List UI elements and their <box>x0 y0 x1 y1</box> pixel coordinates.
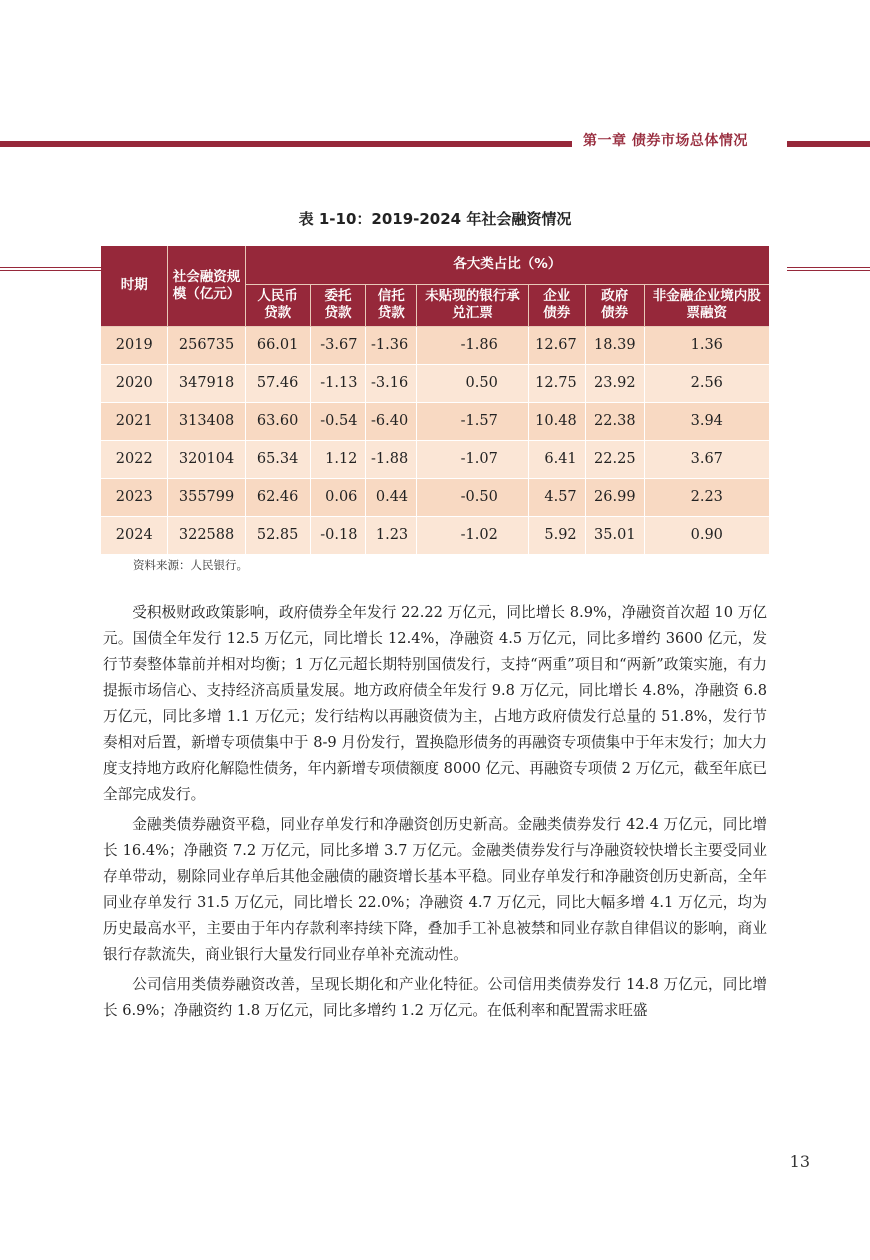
subheader-4 <box>528 284 585 326</box>
table-cell: -3.67 <box>310 326 366 364</box>
table-row <box>101 516 769 554</box>
table-cell: 57.46 <box>245 364 310 402</box>
social-financing-table <box>101 246 769 555</box>
table-cell: 63.60 <box>245 402 310 440</box>
table-cell: -6.40 <box>366 402 417 440</box>
group-header <box>245 246 769 284</box>
table-cell: 35.01 <box>585 516 644 554</box>
table-cell: -1.57 <box>417 402 529 440</box>
table-cell: -1.88 <box>366 440 417 478</box>
table-cell: 0.06 <box>310 478 366 516</box>
subheader-label: 委托贷款 <box>324 288 352 321</box>
col-period-header <box>101 246 168 326</box>
table-cell: -0.54 <box>310 402 366 440</box>
body-text <box>103 600 767 1028</box>
table-cell: -1.07 <box>417 440 529 478</box>
page-number: 13 <box>789 1152 810 1171</box>
table-cell: 5.92 <box>528 516 585 554</box>
table-cell: -0.50 <box>417 478 529 516</box>
subheader-0 <box>245 284 310 326</box>
header-band-right <box>787 133 870 148</box>
table-source-note: 资料来源：人民银行。 <box>133 558 248 572</box>
paragraph-corporate-bonds: 公司信用类债券融资改善，呈现长期化和产业化特征。公司信用类债券发行 14.8 万亿元，同比增长 6.9%；净融资约 1.8 万亿元，同比多增约 1.2 万亿元。在低利率和配置需求旺盛 <box>103 976 767 1019</box>
table-cell: -1.36 <box>366 326 417 364</box>
table-cell-year: 2024 <box>101 516 168 554</box>
col-scale-label: 社会融资规模（亿元） <box>172 268 241 302</box>
table-cell: 3.67 <box>644 440 769 478</box>
table-cell: 2.56 <box>644 364 769 402</box>
table-cell: 18.39 <box>585 326 644 364</box>
table-body <box>101 326 769 554</box>
table-cell: 0.50 <box>417 364 529 402</box>
table-row <box>101 478 769 516</box>
table-cell: 62.46 <box>245 478 310 516</box>
table-cell: 1.36 <box>644 326 769 364</box>
table-cell: -0.18 <box>310 516 366 554</box>
paragraph-financial-bonds: 金融类债券融资平稳，同业存单发行和净融资创历史新高。金融类债券发行 42.4 万亿元，同比增长 16.4%；净融资 7.2 万亿元，同比多增 3.7 万亿元。金融类债券发行与净融资较快增长主要受同业存单带动，剔除同业存单后其他金融债的融资增长基本平稳。同业存单发行和净融资创历史新高，全年同业存单发行 31.5 万亿元，同比增长 22.0%；净融资 4.7 万亿元，同比大幅多增 4.1 万亿元，均为历史最高水平，主要由于年内存款利率持续下降，叠加手工补息被禁和同业存款自律倡议的影响，商业银行存款流失，商业银行大量发行同业存单补充流动性。 <box>103 816 767 963</box>
table-cell: 4.57 <box>528 478 585 516</box>
header-line-right-1 <box>787 267 870 268</box>
table-cell: 322588 <box>168 516 245 554</box>
table-cell: 12.67 <box>528 326 585 364</box>
table-cell: -3.16 <box>366 364 417 402</box>
group-header-label: 各大类占比（%） <box>453 256 562 273</box>
table-cell: 66.01 <box>245 326 310 364</box>
table-cell-year: 2023 <box>101 478 168 516</box>
table-cell: 256735 <box>168 326 245 364</box>
subheader-label: 非金融企业境内股票融资 <box>652 288 761 321</box>
subheader-label: 人民币贷款 <box>257 288 298 321</box>
table-cell: 1.23 <box>366 516 417 554</box>
subheader-label: 政府债券 <box>601 288 629 321</box>
subheader-6 <box>644 284 769 326</box>
table-cell: 26.99 <box>585 478 644 516</box>
subheader-label: 企业债券 <box>543 288 571 321</box>
table-row <box>101 326 769 364</box>
table-cell: 320104 <box>168 440 245 478</box>
table-cell: 22.38 <box>585 402 644 440</box>
table-cell-year: 2019 <box>101 326 168 364</box>
subheader-1 <box>310 284 366 326</box>
table-cell: 313408 <box>168 402 245 440</box>
subheader-label: 未贴现的银行承兑汇票 <box>425 288 520 321</box>
paragraph-government-bonds: 受积极财政政策影响，政府债券全年发行 22.22 万亿元，同比增长 8.9%，净融资首次超 10 万亿元。国债全年发行 12.5 万亿元，同比增长 12.4%，净融资 4.5 万亿元，同比多增约 3600 亿元，发行节奏整体靠前并相对均衡；1 万亿元超长期特别国债发行，支持“两重”项目和“两新”政策实施，有力提振市场信心、支持经济高质量发展。地方政府债全年发行 9.8 万亿元，同比增长 4.8%，净融资 6.8 万亿元，同比多增 1.1 万亿元；发行结构以再融资债为主，占地方政府债发行总量的 51.8%，发行节奏相对后置，新增专项债集中于 8-9 月份发行，置换隐形债务的再融资专项债集中于年末发行；加大力度支持地方政府化解隐性债务，年内新增专项债额度 8000 亿元、再融资专项债 2 万亿元，截至年底已全部完成发行。 <box>103 604 767 803</box>
table-cell: 0.44 <box>366 478 417 516</box>
table-cell: 65.34 <box>245 440 310 478</box>
table-cell: -1.86 <box>417 326 529 364</box>
col-scale-header <box>168 246 245 326</box>
table-row <box>101 364 769 402</box>
table-cell: 12.75 <box>528 364 585 402</box>
header-line-3 <box>0 141 572 147</box>
table-row <box>101 440 769 478</box>
table-cell: 22.25 <box>585 440 644 478</box>
header-band-left <box>0 133 572 148</box>
table-cell: 3.94 <box>644 402 769 440</box>
chapter-title: 第一章 债券市场总体情况 <box>583 133 748 149</box>
table-cell: 6.41 <box>528 440 585 478</box>
table-cell-year: 2021 <box>101 402 168 440</box>
table-cell-year: 2020 <box>101 364 168 402</box>
table-cell: 355799 <box>168 478 245 516</box>
table-cell: 2.23 <box>644 478 769 516</box>
header-line-right-2 <box>787 270 870 271</box>
subheader-3 <box>417 284 529 326</box>
table-cell: -1.13 <box>310 364 366 402</box>
table-cell: 1.12 <box>310 440 366 478</box>
table-cell: 347918 <box>168 364 245 402</box>
table-cell: 10.48 <box>528 402 585 440</box>
table-cell: 0.90 <box>644 516 769 554</box>
table-cell: 23.92 <box>585 364 644 402</box>
table-cell: -1.02 <box>417 516 529 554</box>
subheader-label: 信托贷款 <box>377 288 405 321</box>
table-title: 表 1-10：2019-2024 年社会融资情况 <box>298 210 572 228</box>
header-line-right-3 <box>787 141 870 147</box>
table-cell: 52.85 <box>245 516 310 554</box>
subheader-2 <box>366 284 417 326</box>
col-period-label: 时期 <box>120 277 148 294</box>
subheader-5 <box>585 284 644 326</box>
table-cell-year: 2022 <box>101 440 168 478</box>
table-row <box>101 402 769 440</box>
